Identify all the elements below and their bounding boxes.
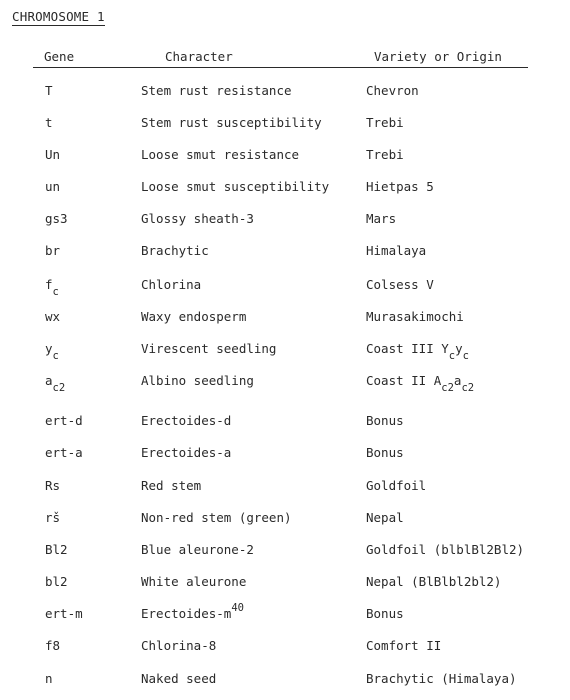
table-row <box>0 278 570 298</box>
character-description <box>141 374 254 388</box>
variety-text: Colsess V <box>366 277 434 292</box>
character-description <box>141 414 231 428</box>
character-description <box>141 672 216 686</box>
gene-symbol-text: bl2 <box>45 574 68 589</box>
character-text: Erectoides-d <box>141 413 232 428</box>
character-description <box>141 180 329 194</box>
table-row <box>0 374 570 394</box>
character-description <box>141 575 246 589</box>
character-text: Albino seedling <box>141 373 254 388</box>
header-rule <box>33 67 528 68</box>
variety-origin <box>366 148 404 162</box>
gene-symbol-text: Rs <box>45 478 61 493</box>
gene-symbol-text: a <box>45 373 53 388</box>
character-text: Stem rust susceptibility <box>141 115 322 130</box>
variety-text: Comfort II <box>366 638 442 653</box>
gene-subscript: c <box>52 286 59 298</box>
variety-text: Coast II A <box>366 373 442 388</box>
gene-symbol <box>45 543 68 557</box>
variety-text: Nepal <box>366 510 404 525</box>
column-header-variety: Variety or Origin <box>374 49 502 64</box>
character-text: White aleurone <box>141 574 247 589</box>
gene-symbol <box>45 639 60 653</box>
table-row <box>0 148 570 168</box>
table-row <box>0 180 570 200</box>
variety-origin <box>366 479 426 493</box>
character-text: Blue aleurone-2 <box>141 542 254 557</box>
variety-origin <box>366 511 404 525</box>
variety-subscript: c2 <box>441 382 454 394</box>
variety-text: Brachytic (Himalaya) <box>366 671 517 686</box>
variety-text: Hietpas 5 <box>366 179 434 194</box>
character-text: Erectoides-m <box>141 606 232 621</box>
character-description <box>141 212 254 226</box>
gene-symbol <box>45 672 53 686</box>
variety-text: Himalaya <box>366 243 427 258</box>
table-row <box>0 575 570 595</box>
table-row <box>0 672 570 692</box>
table-row <box>0 543 570 563</box>
character-text: Loose smut resistance <box>141 147 300 162</box>
variety-text: Murasakimochi <box>366 309 464 324</box>
variety-text: Coast III Y <box>366 341 449 356</box>
gene-subscript: c2 <box>52 382 66 394</box>
gene-symbol-text: Bl2 <box>45 542 68 557</box>
gene-symbol-text: f <box>45 277 53 292</box>
variety-text: Goldfoil <box>366 478 427 493</box>
gene-symbol <box>45 116 53 130</box>
character-description <box>141 479 201 493</box>
gene-symbol <box>45 148 60 162</box>
chromosome-heading: CHROMOSOME 1 <box>12 9 105 24</box>
character-description <box>141 148 299 162</box>
character-description <box>141 84 292 98</box>
gene-symbol-text: rš <box>45 510 61 525</box>
gene-symbol-text: ert-m <box>45 606 83 621</box>
gene-symbol-text: un <box>45 179 61 194</box>
variety-text-mid: a <box>453 373 462 388</box>
variety-origin <box>366 446 404 460</box>
gene-symbol <box>45 414 83 428</box>
gene-symbol <box>45 84 53 98</box>
character-text: Brachytic <box>141 243 209 258</box>
character-description <box>141 511 292 525</box>
variety-text: Goldfoil (blblBl2Bl2) <box>366 542 525 557</box>
gene-symbol-text: f8 <box>45 638 61 653</box>
table-row <box>0 479 570 499</box>
gene-subscript: c <box>52 350 59 362</box>
character-description <box>141 310 246 324</box>
table-row <box>0 414 570 434</box>
variety-text: Nepal (BlBlbl2bl2) <box>366 574 502 589</box>
gene-symbol <box>45 244 60 258</box>
character-superscript: 40 <box>231 602 244 614</box>
variety-origin <box>366 672 517 686</box>
table-row <box>0 602 570 627</box>
table-row <box>0 116 570 136</box>
character-text: Naked seed <box>141 671 217 686</box>
table-row <box>0 342 570 362</box>
gene-symbol <box>45 341 59 362</box>
table-row <box>0 212 570 232</box>
gene-symbol <box>45 212 68 226</box>
variety-origin <box>366 543 524 557</box>
character-description <box>141 543 254 557</box>
table-row <box>0 639 570 659</box>
character-text: Chlorina <box>141 277 202 292</box>
variety-text: Chevron <box>366 83 419 98</box>
character-description <box>141 602 244 622</box>
variety-text: Bonus <box>366 606 404 621</box>
column-header-gene: Gene <box>44 49 75 64</box>
table-row <box>0 446 570 466</box>
character-text: Virescent seedling <box>141 341 277 356</box>
character-description <box>141 446 231 460</box>
gene-symbol <box>45 373 66 394</box>
gene-symbol <box>45 446 83 460</box>
variety-origin <box>366 373 475 394</box>
gene-symbol-text: n <box>45 671 53 686</box>
variety-subscript: c <box>462 350 469 362</box>
variety-origin <box>366 575 501 589</box>
gene-symbol-text: Un <box>45 147 61 162</box>
variety-origin <box>366 639 441 653</box>
character-description <box>141 278 201 292</box>
variety-text: Bonus <box>366 413 404 428</box>
table-row <box>0 310 570 330</box>
variety-origin <box>366 116 404 130</box>
gene-symbol-text: wx <box>45 309 61 324</box>
gene-symbol-text: t <box>45 115 53 130</box>
variety-origin <box>366 84 419 98</box>
variety-origin <box>366 212 396 226</box>
variety-origin <box>366 341 469 362</box>
variety-text: Mars <box>366 211 397 226</box>
variety-text: Trebi <box>366 147 404 162</box>
character-description <box>141 244 209 258</box>
character-text: Chlorina-8 <box>141 638 217 653</box>
character-description <box>141 639 216 653</box>
character-text: Waxy endosperm <box>141 309 247 324</box>
character-text: Stem rust resistance <box>141 83 292 98</box>
gene-symbol <box>45 310 60 324</box>
gene-symbol-text: y <box>45 341 53 356</box>
character-text: Loose smut susceptibility <box>141 179 330 194</box>
variety-text: Bonus <box>366 445 404 460</box>
gene-symbol <box>45 511 60 525</box>
variety-subscript: c2 <box>461 382 475 394</box>
variety-origin <box>366 180 434 194</box>
gene-symbol <box>45 479 60 493</box>
gene-symbol-text: ert-a <box>45 445 83 460</box>
table-row <box>0 244 570 264</box>
variety-origin <box>366 414 404 428</box>
character-description <box>141 342 276 356</box>
character-text: Erectoides-a <box>141 445 232 460</box>
variety-origin <box>366 244 426 258</box>
column-header-character: Character <box>165 49 233 64</box>
gene-symbol <box>45 180 60 194</box>
gene-symbol-text: ert-d <box>45 413 83 428</box>
character-text: Non-red stem (green) <box>141 510 292 525</box>
variety-origin <box>366 278 434 292</box>
gene-symbol <box>45 277 59 298</box>
character-text: Red stem <box>141 478 202 493</box>
gene-symbol <box>45 575 68 589</box>
character-description <box>141 116 322 130</box>
variety-text-mid: y <box>455 341 463 356</box>
variety-subscript: c <box>448 350 456 362</box>
gene-symbol-text: gs3 <box>45 211 68 226</box>
gene-symbol <box>45 607 83 621</box>
table-row <box>0 84 570 104</box>
variety-text: Trebi <box>366 115 404 130</box>
character-text: Glossy sheath-3 <box>141 211 254 226</box>
gene-symbol-text: T <box>45 83 53 98</box>
gene-symbol-text: br <box>45 243 61 258</box>
variety-origin <box>366 607 404 621</box>
variety-origin <box>366 310 464 324</box>
table-row <box>0 511 570 531</box>
